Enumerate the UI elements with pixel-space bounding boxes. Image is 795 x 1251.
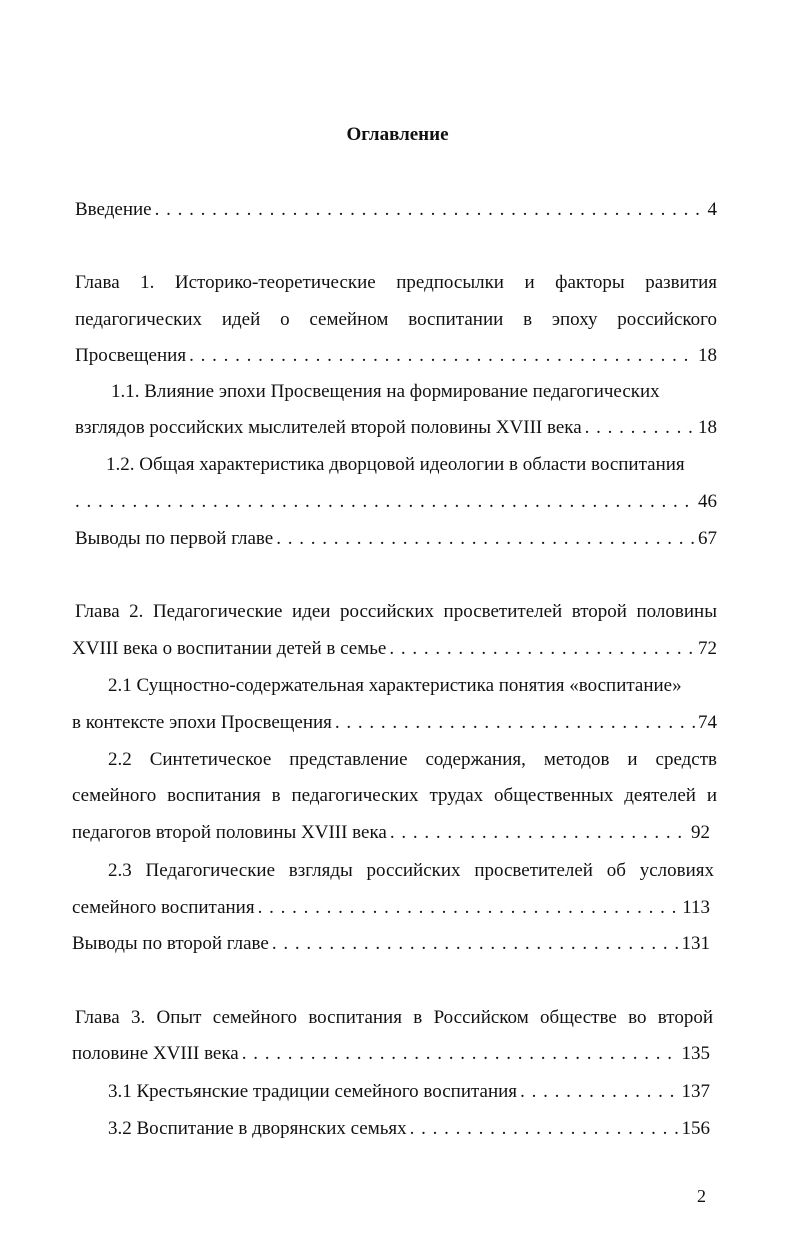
toc-title: Оглавление [346, 124, 449, 145]
leader-dots [390, 821, 688, 845]
toc-entry-page: 74 [698, 712, 717, 733]
toc-entry-3-1[interactable] [108, 1080, 710, 1104]
leader-dots [155, 198, 705, 222]
toc-entry-page: 46 [698, 491, 717, 512]
toc-entry-label: Введение [75, 199, 152, 220]
toc-2-2-line1[interactable]: 2.2 Синтетическое представление содержания, методов и средств [108, 749, 717, 770]
toc-2-1-line1[interactable]: 2.1 Сущностно-содержательная характеристика понятия «воспитание» [108, 675, 682, 696]
toc-entry-ch2[interactable] [72, 637, 717, 661]
leader-dots [276, 527, 695, 551]
toc-entry-page: 135 [681, 1043, 710, 1064]
toc-ch1-heading-line2[interactable]: педагогических идей о семейном воспитании в эпоху российского [75, 309, 717, 330]
toc-entry-label: взглядов российских мыслителей второй половины XVIII века [75, 417, 582, 438]
toc-ch1-heading-line1[interactable]: Глава 1. Историко-теоретические предпосылки и факторы развития [75, 272, 717, 293]
toc-entry-page: 137 [681, 1081, 710, 1102]
toc-entry-3-2[interactable] [108, 1117, 710, 1141]
toc-entry-label: половине XVIII века [72, 1043, 239, 1064]
toc-1-2-line1[interactable]: 1.2. Общая характеристика дворцовой идеологии в области воспитания [106, 454, 685, 475]
leader-dots [272, 932, 679, 956]
toc-entry-label: педагогов второй половины XVIII века [72, 822, 387, 843]
toc-entry-label: 3.1 Крестьянские традиции семейного воспитания [108, 1081, 518, 1102]
toc-entry-2-2[interactable] [72, 821, 710, 845]
toc-entry-label: Выводы по второй главе [72, 933, 269, 954]
toc-1-1-line1[interactable]: 1.1. Влияние эпохи Просвещения на формирование педагогических [111, 381, 660, 402]
leader-dots [242, 1042, 679, 1066]
toc-entry-ch1[interactable] [75, 344, 717, 368]
toc-entry-page: 92 [691, 822, 710, 843]
toc-entry-2-3[interactable] [72, 896, 710, 920]
page-number: 2 [697, 1186, 706, 1206]
toc-entry-ch3[interactable] [72, 1042, 710, 1066]
toc-entry-page: 67 [698, 528, 717, 549]
toc-entry-intro[interactable] [75, 198, 717, 222]
leader-dots [335, 711, 695, 735]
toc-entry-1-2[interactable] [75, 490, 717, 514]
toc-ch2-heading-line1[interactable]: Глава 2. Педагогические идеи российских просветителей второй половины [75, 601, 717, 622]
toc-entry-page: 131 [681, 933, 710, 954]
toc-entry-page: 18 [698, 417, 717, 438]
toc-entry-ch2-conclusion[interactable] [72, 932, 710, 956]
toc-entry-page: 72 [698, 638, 717, 659]
leader-dots [389, 637, 695, 661]
leader-dots [520, 1080, 678, 1104]
toc-entry-label: XVIII века о воспитании детей в семье [72, 638, 387, 659]
toc-entry-label: семейного воспитания [72, 897, 255, 918]
toc-entry-page: 113 [682, 897, 710, 918]
toc-entry-label: в контексте эпохи Просвещения [72, 712, 332, 733]
toc-entry-ch1-conclusion[interactable] [75, 527, 717, 551]
toc-entry-2-1[interactable] [72, 711, 717, 735]
toc-2-2-line2[interactable]: семейного воспитания в педагогических трудах общественных деятелей и [72, 785, 717, 806]
toc-entry-page: 18 [698, 345, 717, 366]
toc-entry-page: 156 [681, 1118, 710, 1139]
leader-dots [410, 1117, 679, 1141]
toc-2-3-line1[interactable]: 2.3 Педагогические взгляды российских просветителей об условиях [108, 860, 714, 881]
toc-entry-1-1[interactable] [75, 416, 717, 440]
toc-ch3-heading-line1[interactable]: Глава 3. Опыт семейного воспитания в Российском обществе во второй [75, 1007, 713, 1028]
leader-dots [75, 490, 695, 514]
leader-dots [189, 344, 695, 368]
leader-dots [585, 416, 695, 440]
leader-dots [258, 896, 680, 920]
toc-entry-label: Просвещения [75, 345, 187, 366]
toc-entry-label: Выводы по первой главе [75, 528, 274, 549]
toc-entry-page: 4 [707, 199, 717, 220]
toc-entry-label: 3.2 Воспитание в дворянских семьях [108, 1118, 407, 1139]
